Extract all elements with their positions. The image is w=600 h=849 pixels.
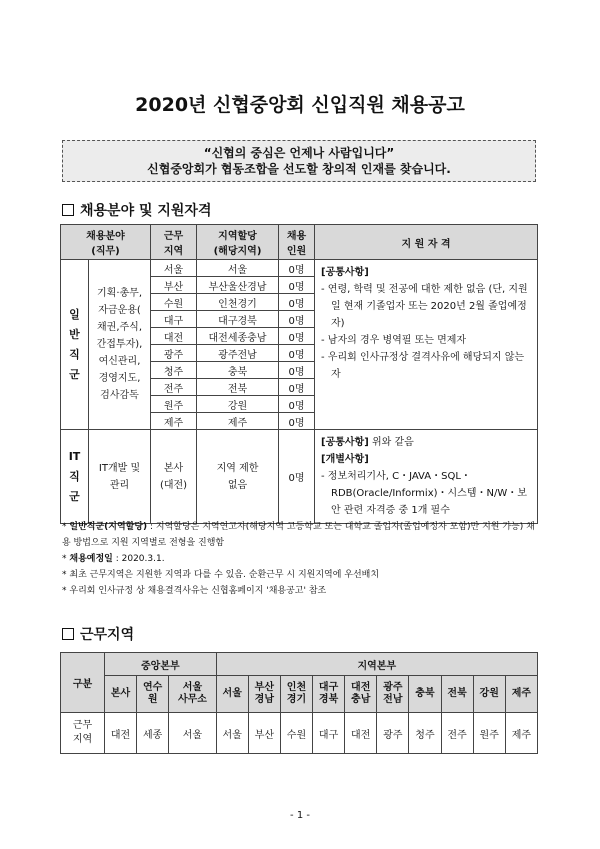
location-cell: 수원 xyxy=(151,294,197,311)
region-cell: 광주전남 xyxy=(197,345,279,362)
region-cell: 전북 xyxy=(197,379,279,396)
page-title: 2020년 신협중앙회 신입직원 채용공고 xyxy=(135,94,465,116)
checkbox-square-icon xyxy=(62,204,74,216)
it-special-item: - 정보처리기사, C・JAVA・SQL・RDB(Oracle/Informix)・시스템・N/W・보안 관련 자격증 중 1개 필수 xyxy=(321,471,527,516)
section-heading-work-location xyxy=(62,624,134,644)
count-cell: 0명 xyxy=(279,294,315,311)
header-regional: 지역본부 xyxy=(216,653,537,676)
general-duty: 기획·총무, 자금운용( 채권,주식, 간접투자), 여신관리, 경영지도, 검사감독 xyxy=(89,260,151,430)
region-cell: 대전세종충남 xyxy=(197,328,279,345)
location-value: 원주 xyxy=(473,713,505,754)
it-common-header: [공통사항] xyxy=(321,437,369,448)
general-row xyxy=(61,260,538,277)
count-cell: 0명 xyxy=(279,311,315,328)
location-value: 청주 xyxy=(409,713,441,754)
count-cell: 0명 xyxy=(279,345,315,362)
general-qual-header: [공통사항] xyxy=(321,267,369,278)
location-value: 전주 xyxy=(441,713,473,754)
column-header: 인천 경기 xyxy=(280,676,312,713)
count-cell: 0명 xyxy=(279,362,315,379)
column-header: 충북 xyxy=(409,676,441,713)
region-cell: 제주 xyxy=(197,413,279,430)
it-count: 0명 xyxy=(279,430,315,524)
footnote-disqualification: * 우리회 인사규정 상 채용결격사유는 신협홈페이지 '채용공고' 참조 xyxy=(62,586,327,596)
column-header: 대전 충남 xyxy=(345,676,377,713)
region-cell: 대구경북 xyxy=(197,311,279,328)
location-value: 서울 xyxy=(216,713,248,754)
general-category: 일 반 직 군 xyxy=(61,260,89,430)
location-value: 대전 xyxy=(105,713,137,754)
qualification-item: - 연령, 학력 및 전공에 대한 제한 없음 (단, 지원일 현재 기졸업자 또는 2020년 2월 졸업예정자) xyxy=(321,284,528,329)
column-header: 대구 경북 xyxy=(313,676,345,713)
location-value: 부산 xyxy=(248,713,280,754)
footnote-region: * 일반직군(지역할당) : 지역할당은 지역연고자(해당지역 고등학교 또는 대학교 졸업자(졸업예정자 포함)만 지원 가능) 채용 방법으로 지원 지역별로 전형을 진행함 xyxy=(62,522,535,548)
location-value: 제주 xyxy=(505,713,537,754)
location-value: 서울 xyxy=(169,713,216,754)
slogan-line-2: 신협중앙회가 협동조합을 선도할 창의적 인재를 찾습니다. xyxy=(147,162,451,176)
column-header: 본사 xyxy=(105,676,137,713)
header-location: 근무 지역 xyxy=(151,225,197,260)
header-qualification: 지 원 자 격 xyxy=(315,225,538,260)
region-cell: 부산울산경남 xyxy=(197,277,279,294)
count-cell: 0명 xyxy=(279,260,315,277)
column-header: 강원 xyxy=(473,676,505,713)
section-title: 근무지역 xyxy=(80,627,135,643)
location-cell: 광주 xyxy=(151,345,197,362)
header-central: 중앙본부 xyxy=(105,653,217,676)
page-number: - 1 - xyxy=(290,810,310,821)
qualification-item: - 우리회 인사규정상 결격사유에 해당되지 않는 자 xyxy=(321,352,525,380)
column-header: 연수 원 xyxy=(137,676,169,713)
header-field: 채용분야 (직무) xyxy=(61,225,151,260)
location-cell: 전주 xyxy=(151,379,197,396)
count-cell: 0명 xyxy=(279,379,315,396)
region-cell: 서울 xyxy=(197,260,279,277)
slogan-line-1: “신협의 중심은 언제나 사람입니다” xyxy=(203,146,395,160)
region-cell: 강원 xyxy=(197,396,279,413)
it-duty: IT개발 및 관리 xyxy=(89,430,151,524)
work-location-table xyxy=(60,652,538,754)
count-cell: 0명 xyxy=(279,396,315,413)
header-corner: 구분 xyxy=(61,653,105,713)
location-cell: 부산 xyxy=(151,277,197,294)
count-cell: 0명 xyxy=(279,277,315,294)
location-value: 세종 xyxy=(137,713,169,754)
header-count: 채용 인원 xyxy=(279,225,315,260)
location-cell: 서울 xyxy=(151,260,197,277)
checkbox-square-icon xyxy=(62,628,74,640)
row-label: 근무 지역 xyxy=(61,713,105,754)
location-cell: 대전 xyxy=(151,328,197,345)
region-cell: 충북 xyxy=(197,362,279,379)
general-track-rows xyxy=(61,260,538,430)
column-header: 제주 xyxy=(505,676,537,713)
column-header: 광주 전남 xyxy=(377,676,409,713)
header-region: 지역할당 (해당지역) xyxy=(197,225,279,260)
location-cell: 대구 xyxy=(151,311,197,328)
count-cell: 0명 xyxy=(279,413,315,430)
column-header: 전북 xyxy=(441,676,473,713)
location-value: 대구 xyxy=(313,713,345,754)
location-cell: 제주 xyxy=(151,413,197,430)
slogan-box xyxy=(62,140,536,182)
column-header: 서울 사무소 xyxy=(169,676,216,713)
footnotes xyxy=(62,519,542,599)
it-region: 지역 제한 없음 xyxy=(197,430,279,524)
section-title: 채용분야 및 지원자격 xyxy=(80,203,212,219)
footnote-assignment: * 최초 근무지역은 지원한 지역과 다를 수 있음. 순환근무 시 지원지역에 우선배치 xyxy=(62,570,380,580)
column-header: 서울 xyxy=(216,676,248,713)
it-common-text: 위와 같음 xyxy=(368,437,414,448)
it-special-header: [개별사항] xyxy=(321,454,369,465)
it-qualification xyxy=(315,430,538,524)
count-cell: 0명 xyxy=(279,328,315,345)
footnote-start-date: * 채용예정일 : 2020.3.1. xyxy=(62,554,165,564)
region-cell: 인천경기 xyxy=(197,294,279,311)
it-category: IT 직 군 xyxy=(61,430,89,524)
location-value: 광주 xyxy=(377,713,409,754)
section-heading-recruitment xyxy=(62,200,211,220)
location-cell: 원주 xyxy=(151,396,197,413)
location-cell: 청주 xyxy=(151,362,197,379)
general-qualification xyxy=(315,260,538,430)
it-location: 본사 (대전) xyxy=(151,430,197,524)
location-value: 수원 xyxy=(280,713,312,754)
column-header: 부산 경남 xyxy=(248,676,280,713)
recruitment-table xyxy=(60,224,538,524)
qualification-item: - 남자의 경우 병역필 또는 면제자 xyxy=(321,335,467,346)
location-value: 대전 xyxy=(345,713,377,754)
